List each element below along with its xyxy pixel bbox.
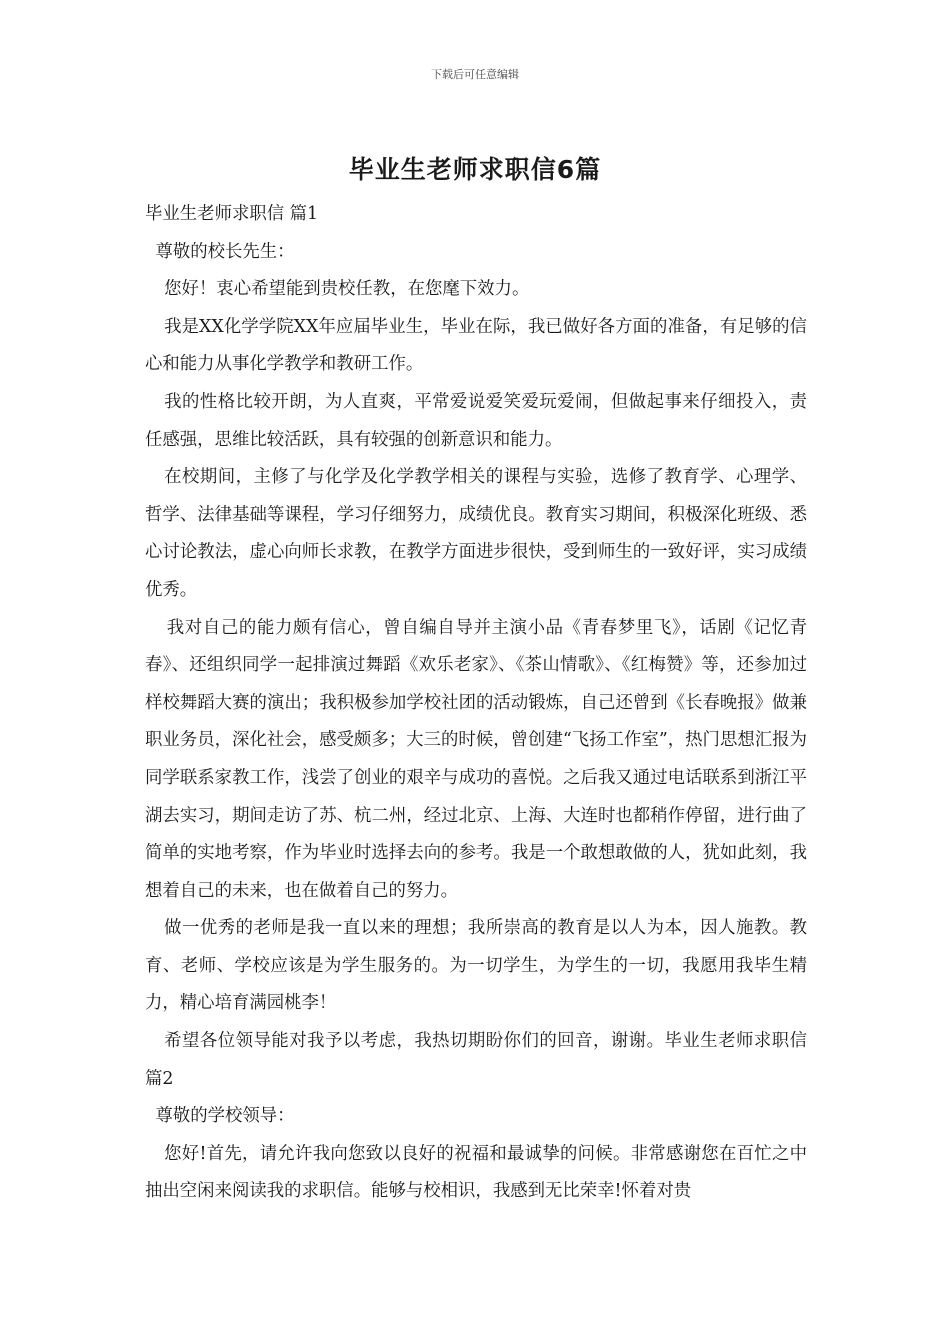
document-body [145,196,807,1211]
body-paragraph: 在校期间，主修了与化学及化学教学相关的课程与实验，选修了教育学、心理学、哲学、法律基础等课程，学习仔细努力，成绩优良。教育实习期间，积极深化班级、悉心讨论教法，虚心向师长求教，在教学方面进步很快，受到师生的一致好评，实习成绩优秀。 [145,467,807,600]
body-paragraph: 我对自己的能力颇有信心，曾自编自导并主演小品《青春梦里飞》，话剧《记忆青春》、还组织同学一起排演过舞蹈《欢乐老家》、《茶山情歌》、《红梅赞》等，还参加过样校舞蹈大赛的演出；我积极参加学校社团的活动锻炼，自己还曾到《长春晚报》做兼职业务员，深化社会，感受颇多；大三的时候，曾创建“飞扬工作室”，热门思想汇报为同学联系家教工作，浅尝了创业的艰辛与成功的喜悦。之后我又通过电话联系到浙江平湖去实习，期间走访了苏、杭二州，经过北京、上海、大连时也都稍作停留，进行曲了简单的实地考察，作为毕业时选择去向的参考。我是一个敢想敢做的人，犹如此刻，我想着自己的未来，也在做着自己的努力。 [145,617,807,901]
body-paragraph: 做一优秀的老师是我一直以来的理想；我所崇高的教育是以人为本，因人施教。教育、老师、学校应该是为学生服务的。为一切学生，为学生的一切，我愿用我毕生精力，精心培育满园桃李！ [145,918,807,1014]
body-paragraph: 您好！衷心希望能到贵校任教，在您麾下效力。 [164,279,530,300]
section-heading-1: 毕业生老师求职信 篇1 [145,204,319,224]
document-title: 毕业生老师求职信6篇 [348,155,602,184]
body-paragraph: 我是XX化学学院XX年应届毕业生，毕业在际，我已做好各方面的准备，有足够的信心和能力从事化学教学和教研工作。 [145,316,807,375]
salutation-2: 尊敬的学校领导： [155,1106,295,1127]
salutation-1: 尊敬的校长先生： [155,241,295,262]
header-note: 下载后可任意编辑 [431,68,519,81]
body-paragraph: 您好!首先，请允许我向您致以良好的祝福和最诚挚的问候。非常感谢您在百忙之中抽出空闲来阅读我的求职信。能够与校相识，我感到无比荣幸!怀着对贵 [145,1143,807,1202]
body-paragraph: 我的性格比较开朗，为人直爽，平常爱说爱笑爱玩爱闹，但做起事来仔细投入，责任感强，思维比较活跃，具有较强的创新意识和能力。 [145,391,807,450]
body-paragraph: 希望各位领导能对我予以考虑，我热切期盼你们的回音，谢谢。毕业生老师求职信 篇2 [145,1031,807,1089]
